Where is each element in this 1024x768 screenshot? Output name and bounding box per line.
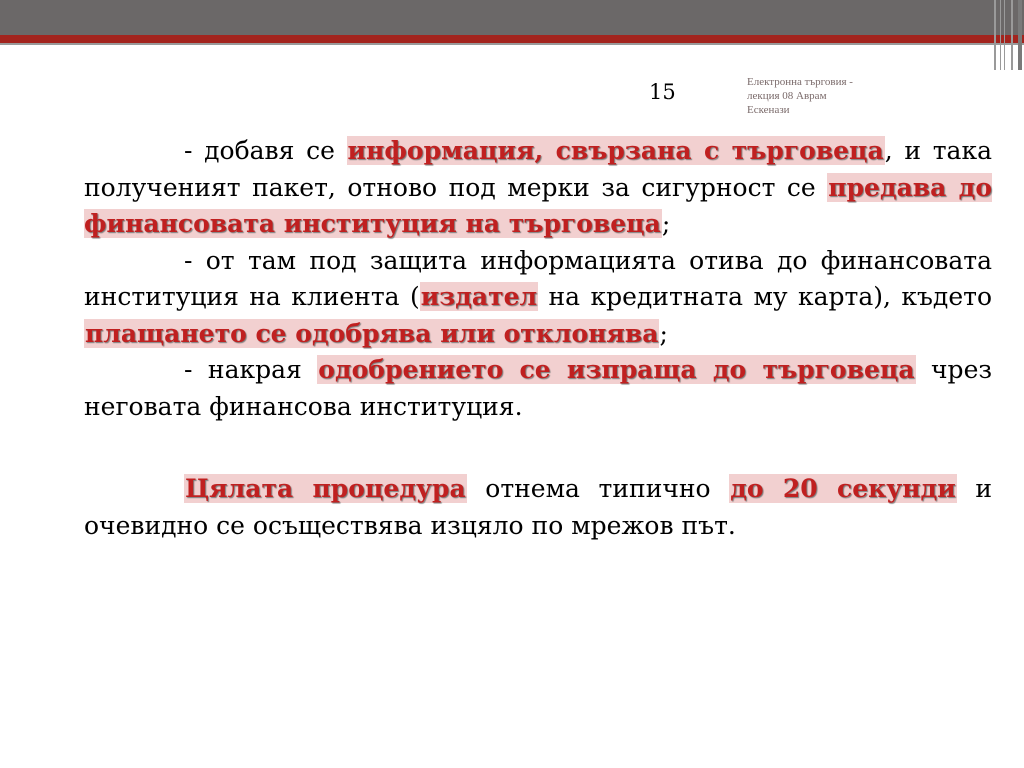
paragraph-gap <box>84 425 992 471</box>
text: - от там под защита информацията отива до финансовата институция на клиента ( <box>84 245 992 311</box>
slide-number: 15 <box>649 80 676 104</box>
highlight: одобрението се изпраща до търговеца <box>318 355 915 384</box>
highlight: предава до финансовата институция на търговеца <box>84 172 993 238</box>
highlight: до 20 секунди <box>730 474 956 503</box>
paragraph-4 <box>84 471 992 544</box>
text: - добавя се <box>184 136 347 165</box>
paragraph-2 <box>84 243 992 353</box>
highlight: издател <box>420 282 538 311</box>
highlight: информация, свързана с търговеца <box>347 136 884 165</box>
header-footer-note: Електронна търговия - лекция 08 Аврам Ескенази <box>747 76 853 116</box>
text: ; <box>661 209 671 238</box>
text: , и така полученият пакет, отново под мерки за сигурност се <box>84 136 992 202</box>
text: отнема типично <box>466 474 730 503</box>
paragraph-3 <box>84 352 992 425</box>
text: чрез неговата финансова институция. <box>84 355 992 421</box>
text: ; <box>659 318 668 348</box>
red-accent-line <box>0 35 1024 43</box>
grey-accent-line <box>0 43 1024 45</box>
highlight: плащането се одобрява или отклонява <box>85 318 659 348</box>
text: и очевидно се осъществява изцяло по мрежов път. <box>84 474 993 540</box>
corner-stripes-decoration <box>990 0 1024 70</box>
text: на кредитната му карта), където <box>538 282 992 311</box>
highlight: Цялата процедура <box>185 474 466 503</box>
top-header-bar <box>0 0 1024 35</box>
paragraph-1 <box>84 133 992 243</box>
text: - накрая <box>184 355 318 384</box>
slide-body <box>84 133 992 544</box>
